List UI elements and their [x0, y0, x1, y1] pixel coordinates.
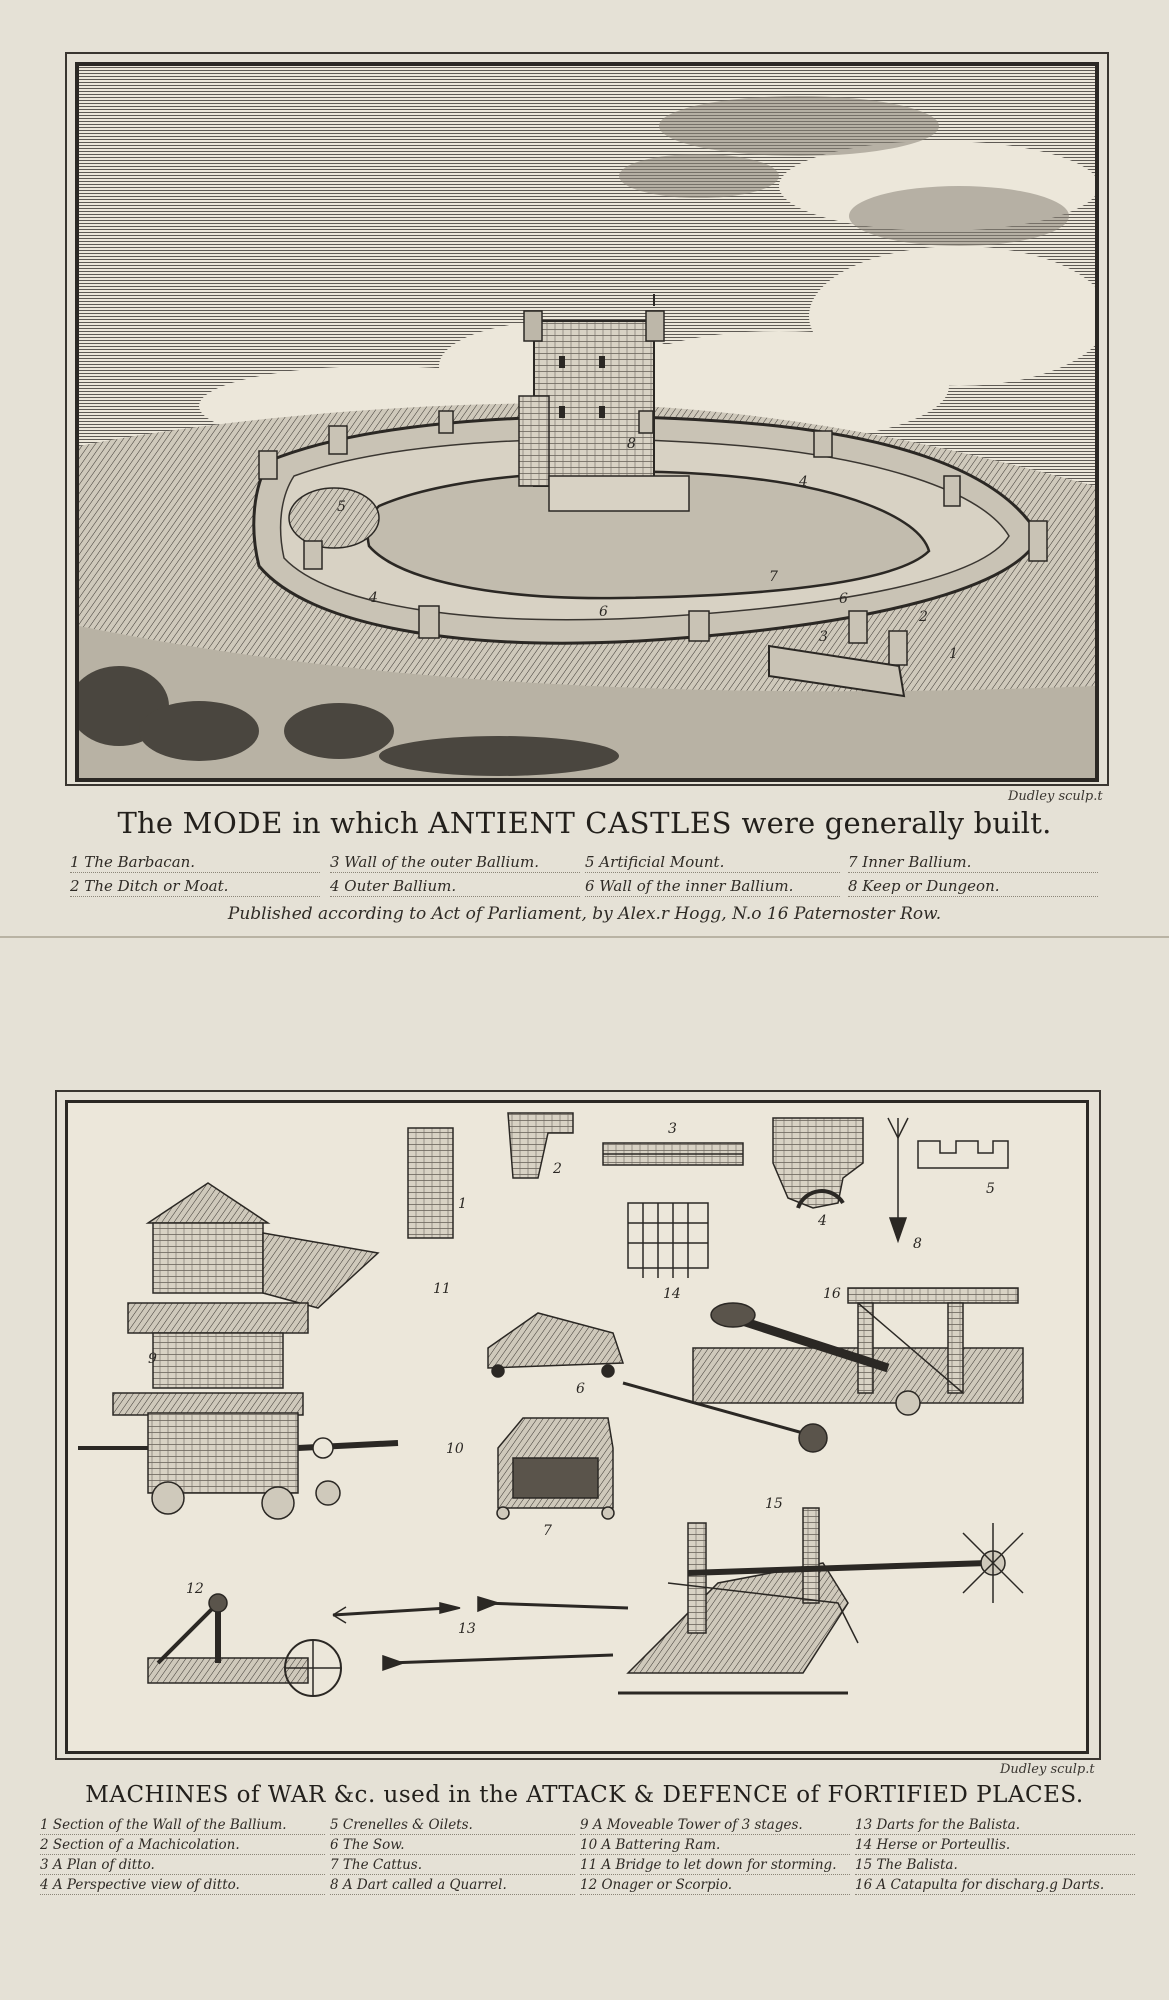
- fig-label-5: 5: [337, 499, 346, 515]
- legend-item: 6 Wall of the inner Ballium.: [585, 876, 840, 897]
- fig-num-3: 3: [668, 1121, 677, 1137]
- legend-item: 4 A Perspective view of ditto.: [40, 1876, 325, 1895]
- fig-num-4: 4: [818, 1213, 827, 1229]
- machicolation-perspective-figure: [773, 1118, 863, 1208]
- fig-num-10: 10: [446, 1441, 464, 1457]
- castle-engraving: [75, 62, 1099, 782]
- legend-item: 15 The Balista.: [855, 1856, 1135, 1875]
- legend-item: 12 Onager or Scorpio.: [580, 1876, 850, 1895]
- legend-item: 7 The Cattus.: [330, 1856, 575, 1875]
- fig-label-8: 8: [627, 436, 636, 452]
- fig-num-13: 13: [458, 1621, 476, 1637]
- fig-num-1: 1: [458, 1196, 467, 1212]
- machines-engraving: [65, 1100, 1089, 1754]
- castle-engraving-svg: [79, 66, 1095, 778]
- legend-item: 8 Keep or Dungeon.: [848, 876, 1098, 897]
- legend-item: 3 Wall of the outer Ballium.: [330, 852, 580, 873]
- castle-engraver-signature: Dudley sculp.t: [1008, 789, 1103, 804]
- legend-item: 7 Inner Ballium.: [848, 852, 1098, 873]
- balista-figure: [618, 1508, 1023, 1693]
- fig-num-12: 12: [186, 1581, 204, 1597]
- machines-engraving-svg: [68, 1103, 1086, 1751]
- title-part: in which: [282, 806, 429, 840]
- fig-label-6b: 6: [839, 591, 848, 607]
- machicolation-plan-figure: [603, 1143, 743, 1165]
- machicolation-section-figure: [508, 1113, 573, 1178]
- onager-figure: [148, 1594, 341, 1696]
- fig-num-15: 15: [765, 1496, 783, 1512]
- legend-item: 4 Outer Ballium.: [330, 876, 580, 897]
- moveable-tower-figure: [78, 1183, 398, 1519]
- fig-label-4b: 4: [799, 474, 808, 490]
- legend-item: 6 The Sow.: [330, 1836, 575, 1855]
- publication-line: Published according to Act of Parliament, by Alex.r Hogg, N.o 16 Paternoster Row.: [227, 904, 942, 924]
- fig-num-8: 8: [913, 1236, 922, 1252]
- legend-item: 13 Darts for the Balista.: [855, 1816, 1135, 1835]
- crenelles-figure: [918, 1141, 1008, 1168]
- legend-item: 16 A Catapulta for discharg.g Darts.: [855, 1876, 1135, 1895]
- quarrel-dart-figure: [888, 1118, 908, 1241]
- title-part: were generally built.: [732, 806, 1052, 840]
- legend-item: 11 A Bridge to let down for storming.: [580, 1856, 850, 1875]
- portcullis-figure: [628, 1203, 708, 1278]
- legend-item: 10 A Battering Ram.: [580, 1836, 850, 1855]
- fig-label-3: 3: [819, 629, 828, 645]
- fig-num-6: 6: [576, 1381, 585, 1397]
- artificial-mount: [289, 488, 379, 548]
- legend-item: 8 A Dart called a Quarrel.: [330, 1876, 575, 1895]
- fig-num-5: 5: [986, 1181, 995, 1197]
- machines-legend: [40, 1816, 1140, 1900]
- fig-label-1: 1: [949, 646, 958, 662]
- legend-item: 9 A Moveable Tower of 3 stages.: [580, 1816, 850, 1835]
- balista-darts-figure: [333, 1597, 628, 1670]
- title-part: The: [117, 806, 183, 840]
- legend-item: 5 Crenelles & Oilets.: [330, 1816, 575, 1835]
- fig-label-7: 7: [769, 569, 778, 585]
- castle-legend: [70, 852, 1100, 902]
- fig-num-16: 16: [823, 1286, 841, 1302]
- machines-plate: [0, 940, 1169, 2000]
- legend-item: 1 Section of the Wall of the Ballium.: [40, 1816, 325, 1835]
- fig-num-11: 11: [433, 1281, 451, 1297]
- sow-figure: [488, 1313, 623, 1377]
- title-part: ANTIENT CASTLES: [428, 806, 733, 840]
- wall-section-figure: [408, 1128, 453, 1238]
- cattus-figure: [497, 1418, 614, 1519]
- castle-plate-title: [0, 806, 1169, 840]
- legend-item: 14 Herse or Porteullis.: [855, 1836, 1135, 1855]
- legend-item: 3 A Plan of ditto.: [40, 1856, 325, 1875]
- legend-item: 5 Artificial Mount.: [585, 852, 840, 873]
- fig-label-6a: 6: [599, 604, 608, 620]
- page-fold-line: [0, 936, 1169, 938]
- legend-item: 1 The Barbacan.: [70, 852, 320, 873]
- catapulta-figure: [623, 1288, 1023, 1452]
- fig-label-4a: 4: [369, 590, 378, 606]
- machines-plate-title: MACHINES of WAR &c. used in the ATTACK & DEFENCE of FORTIFIED PLACES.: [85, 1782, 1084, 1808]
- fig-num-2: 2: [553, 1161, 562, 1177]
- legend-item: 2 The Ditch or Moat.: [70, 876, 320, 897]
- fig-label-2: 2: [919, 609, 928, 625]
- legend-item: 2 Section of a Machicolation.: [40, 1836, 325, 1855]
- machines-engraver-signature: Dudley sculp.t: [1000, 1762, 1095, 1777]
- castle-plate: [0, 0, 1169, 935]
- fig-num-9: 9: [148, 1351, 157, 1367]
- fig-num-7: 7: [543, 1523, 552, 1539]
- fig-num-14: 14: [663, 1286, 681, 1302]
- title-part: MODE: [182, 806, 283, 840]
